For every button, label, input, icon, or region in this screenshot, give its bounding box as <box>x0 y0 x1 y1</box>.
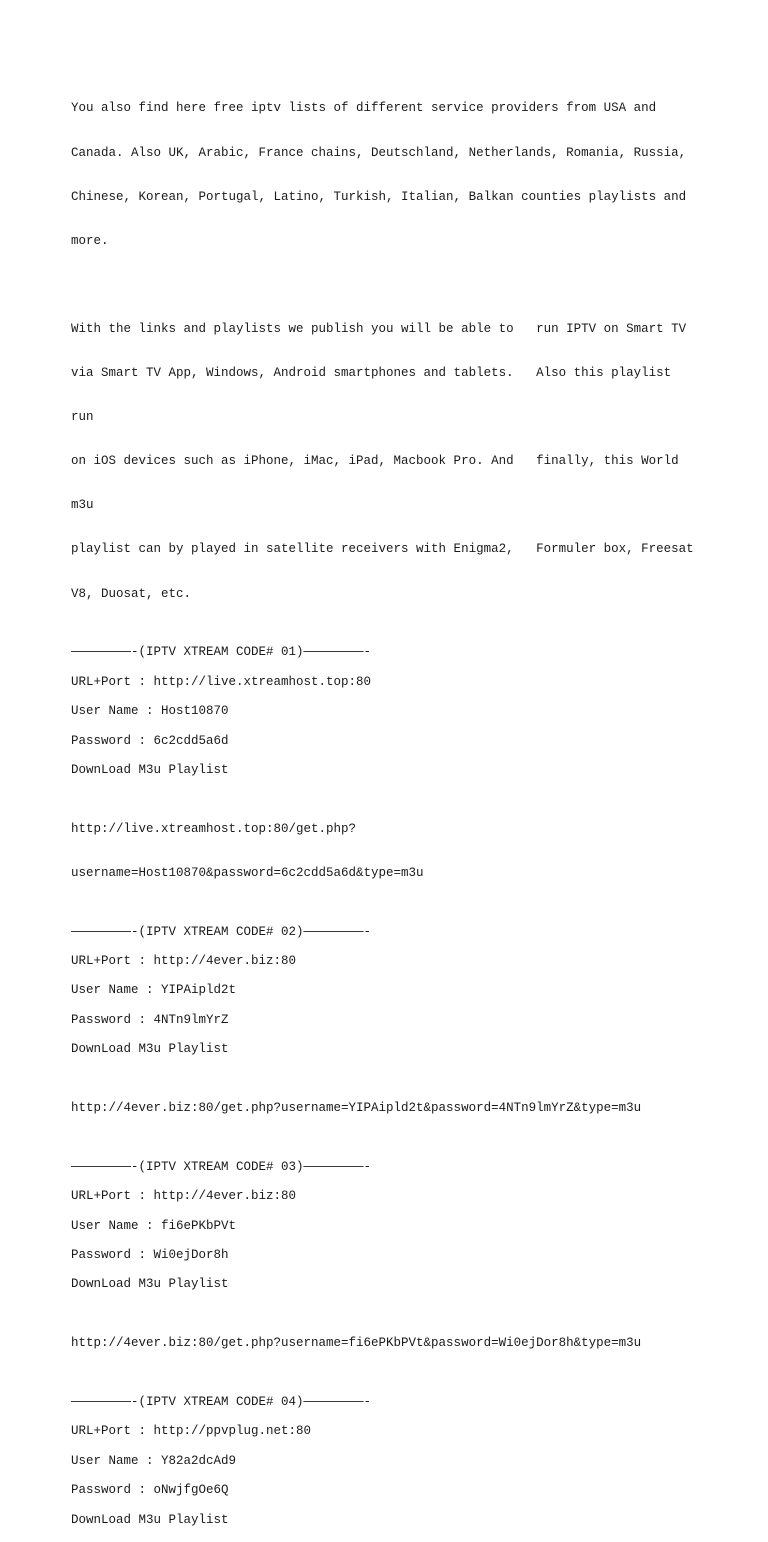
url-port: URL+Port : http://live.xtreamhost.top:80 <box>71 674 372 689</box>
password: Password : 6c2cdd5a6d <box>71 733 229 748</box>
code-header: ————————-(IPTV XTREAM CODE# 04)————————- <box>71 1394 372 1409</box>
user-name: User Name : Y82a2dcAd9 <box>71 1453 237 1468</box>
code-header: ————————-(IPTV XTREAM CODE# 02)————————- <box>71 924 372 939</box>
intro-line: more. <box>71 233 109 248</box>
usage-line: via Smart TV App, Windows, Android smartphones and tablets. Also this playlist <box>71 366 672 381</box>
usage-line: run <box>71 410 94 425</box>
usage-line: playlist can by played in satellite receivers with Enigma2, Formuler box, Freesat <box>71 542 694 557</box>
usage-paragraph <box>71 293 711 631</box>
playlist-link-line[interactable]: username=Host10870&password=6c2cdd5a6d&type=m3u <box>71 865 424 880</box>
url-port: URL+Port : http://4ever.biz:80 <box>71 954 297 969</box>
url-port: URL+Port : http://4ever.biz:80 <box>71 1189 297 1204</box>
usage-line: on iOS devices such as iPhone, iMac, iPad, Macbook Pro. And finally, this World <box>71 454 679 469</box>
password: Password : 4NTn9lmYrZ <box>71 1012 229 1027</box>
playlist-link-line[interactable]: http://live.xtreamhost.top:80/get.php? <box>71 821 357 836</box>
password: Password : oNwjfgOe6Q <box>71 1483 229 1498</box>
code-header: ————————-(IPTV XTREAM CODE# 01)————————- <box>71 645 372 660</box>
playlist-link[interactable] <box>71 1072 711 1146</box>
url-port: URL+Port : http://ppvplug.net:80 <box>71 1424 312 1439</box>
user-name: User Name : YIPAipld2t <box>71 983 237 998</box>
usage-line: With the links and playlists we publish you will be able to run IPTV on Smart TV <box>71 321 687 336</box>
playlist-link[interactable] <box>71 792 711 910</box>
intro-paragraph <box>71 72 711 278</box>
playlist-link-line[interactable]: http://4ever.biz:80/get.php?username=fi6ePKbPVt&password=Wi0ejDor8h&type=m3u <box>71 1336 642 1351</box>
document-page <box>71 72 711 1542</box>
download-label: DownLoad M3u Playlist <box>71 762 229 777</box>
playlist-link[interactable] <box>71 1307 711 1381</box>
user-name: User Name : fi6ePKbPVt <box>71 1218 237 1233</box>
code-header: ————————-(IPTV XTREAM CODE# 03)————————- <box>71 1159 372 1174</box>
usage-line: m3u <box>71 498 94 513</box>
intro-line: Chinese, Korean, Portugal, Latino, Turkish, Italian, Balkan counties playlists and <box>71 189 687 204</box>
download-label: DownLoad M3u Playlist <box>71 1512 229 1527</box>
intro-line: Canada. Also UK, Arabic, France chains, Deutschland, Netherlands, Romania, Russia, <box>71 145 687 160</box>
download-label: DownLoad M3u Playlist <box>71 1277 229 1292</box>
intro-line: You also find here free iptv lists of different service providers from USA and <box>71 101 657 116</box>
download-label: DownLoad M3u Playlist <box>71 1042 229 1057</box>
user-name: User Name : Host10870 <box>71 704 229 719</box>
usage-line: V8, Duosat, etc. <box>71 586 192 601</box>
password: Password : Wi0ejDor8h <box>71 1247 229 1262</box>
playlist-link-line[interactable]: http://4ever.biz:80/get.php?username=YIPAipld2t&password=4NTn9lmYrZ&type=m3u <box>71 1101 642 1116</box>
